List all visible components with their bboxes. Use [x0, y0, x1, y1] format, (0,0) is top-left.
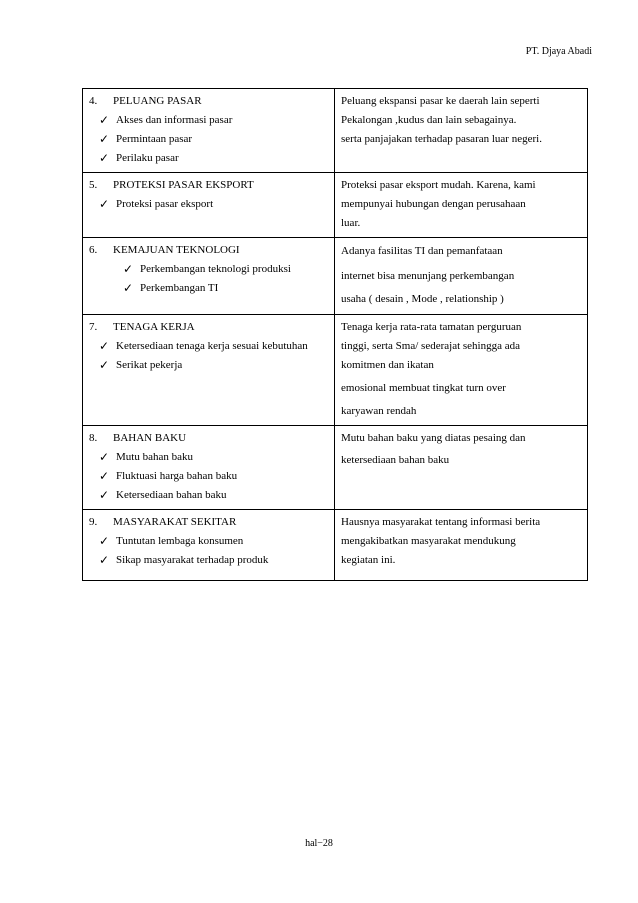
- factor-name: MASYARAKAT SEKITAR: [113, 516, 237, 528]
- list-item-text: Proteksi pasar eksport: [116, 198, 214, 210]
- row-number: 8.: [89, 432, 98, 444]
- checklist: [89, 111, 328, 168]
- description-line: luar.: [341, 217, 361, 229]
- list-item: [99, 356, 328, 375]
- factor-cell: [83, 315, 335, 426]
- list-item: [123, 279, 328, 298]
- list-item: [99, 486, 328, 505]
- description-line: Pekalongan ,kudus dan lain sebagainya.: [341, 114, 517, 126]
- row-number: 6.: [89, 244, 98, 256]
- page-number: hal−28: [305, 838, 333, 849]
- list-item-text: Permintaan pasar: [116, 133, 193, 145]
- factor-cell: [83, 89, 335, 173]
- row-number: 4.: [89, 95, 98, 107]
- description-line: Tenaga kerja rata-rata tamatan perguruan: [341, 321, 522, 333]
- table-row: [83, 510, 588, 581]
- check-icon: ✓: [99, 450, 110, 464]
- list-item: [99, 130, 328, 149]
- factor-name: BAHAN BAKU: [113, 432, 187, 444]
- description-cell: [335, 238, 588, 315]
- factor-cell: [83, 173, 335, 238]
- description-line: usaha ( desain , Mode , relationship ): [341, 293, 504, 305]
- table-row: [83, 173, 588, 238]
- table-row: [83, 89, 588, 173]
- list-item-text: Serikat pekerja: [116, 359, 183, 371]
- description-line: serta panjajakan terhadap pasaran luar negeri.: [341, 133, 542, 145]
- description-cell: [335, 510, 588, 581]
- factor-title: [89, 513, 328, 532]
- factor-name: PROTEKSI PASAR EKSPORT: [113, 179, 254, 191]
- row-number: 9.: [89, 516, 98, 528]
- factor-title: [89, 92, 328, 111]
- description-line: Hausnya masyarakat tentang informasi berita: [341, 516, 541, 528]
- list-item-text: Fluktuasi harga bahan baku: [116, 470, 238, 482]
- description-line: tinggi, serta Sma/ sederajat sehingga ada: [341, 340, 520, 352]
- list-item: [99, 551, 328, 570]
- description-line: komitmen dan ikatan: [341, 359, 434, 371]
- factor-title: [89, 318, 328, 337]
- list-item: [99, 467, 328, 486]
- description-line: mempunyai hubungan dengan perusahaan: [341, 198, 526, 210]
- list-item: [99, 195, 328, 214]
- description-line: kegiatan ini.: [341, 554, 396, 566]
- list-item: [99, 448, 328, 467]
- description-line: ketersediaan bahan baku: [341, 454, 450, 466]
- check-icon: ✓: [99, 553, 110, 567]
- description-cell: [335, 89, 588, 173]
- factor-cell: [83, 426, 335, 510]
- check-icon: ✓: [99, 113, 110, 127]
- check-icon: ✓: [123, 281, 134, 295]
- description-line: Mutu bahan baku yang diatas pesaing dan: [341, 432, 526, 444]
- description-line: karyawan rendah: [341, 405, 417, 417]
- page-header-company: PT. Djaya Abadi: [525, 46, 592, 57]
- check-icon: ✓: [99, 132, 110, 146]
- description-line: mengakibatkan masyarakat mendukung: [341, 535, 516, 547]
- table-row: [83, 238, 588, 315]
- list-item-text: Perkembangan TI: [140, 282, 219, 294]
- checklist: [89, 532, 328, 570]
- check-icon: ✓: [99, 339, 110, 353]
- description-cell: [335, 426, 588, 510]
- description-line: Peluang ekspansi pasar ke daerah lain seperti: [341, 95, 540, 107]
- list-item-text: Akses dan informasi pasar: [116, 114, 233, 126]
- factor-title: [89, 241, 328, 260]
- check-icon: ✓: [123, 262, 134, 276]
- description-line: internet bisa menunjang perkembangan: [341, 270, 515, 282]
- factor-name: TENAGA KERJA: [113, 321, 195, 333]
- list-item: [99, 149, 328, 168]
- list-item: [99, 111, 328, 130]
- list-item-text: Sikap masyarakat terhadap produk: [116, 554, 269, 566]
- list-item: [123, 260, 328, 279]
- factor-title: [89, 176, 328, 195]
- list-item-text: Mutu bahan baku: [116, 451, 193, 463]
- list-item-text: Ketersediaan tenaga kerja sesuai kebutuhan: [116, 340, 308, 352]
- checklist: [89, 260, 328, 298]
- list-item: [99, 532, 328, 551]
- factor-cell: [83, 510, 335, 581]
- factor-name: PELUANG PASAR: [113, 95, 202, 107]
- list-item-text: Ketersediaan bahan baku: [116, 489, 227, 501]
- checklist: [89, 337, 328, 375]
- row-number: 5.: [89, 179, 98, 191]
- table-row: [83, 315, 588, 426]
- check-icon: ✓: [99, 358, 110, 372]
- description-line: Adanya fasilitas TI dan pemanfataan: [341, 245, 503, 257]
- list-item: [99, 337, 328, 356]
- description-cell: [335, 173, 588, 238]
- check-icon: ✓: [99, 534, 110, 548]
- description-line: Proteksi pasar eksport mudah. Karena, kami: [341, 179, 536, 191]
- list-item-text: Tuntutan lembaga konsumen: [116, 535, 244, 547]
- checklist: [89, 195, 328, 214]
- table-row: [83, 426, 588, 510]
- factor-cell: [83, 238, 335, 315]
- list-item-text: Perilaku pasar: [116, 152, 179, 164]
- check-icon: ✓: [99, 197, 110, 211]
- factor-title: [89, 429, 328, 448]
- row-number: 7.: [89, 321, 98, 333]
- check-icon: ✓: [99, 488, 110, 502]
- description-cell: [335, 315, 588, 426]
- checklist: [89, 448, 328, 505]
- factor-name: KEMAJUAN TEKNOLOGI: [113, 244, 240, 256]
- factor-table: [82, 88, 588, 581]
- check-icon: ✓: [99, 469, 110, 483]
- list-item-text: Perkembangan teknologi produksi: [140, 263, 291, 275]
- description-line: emosional membuat tingkat turn over: [341, 382, 506, 394]
- check-icon: ✓: [99, 151, 110, 165]
